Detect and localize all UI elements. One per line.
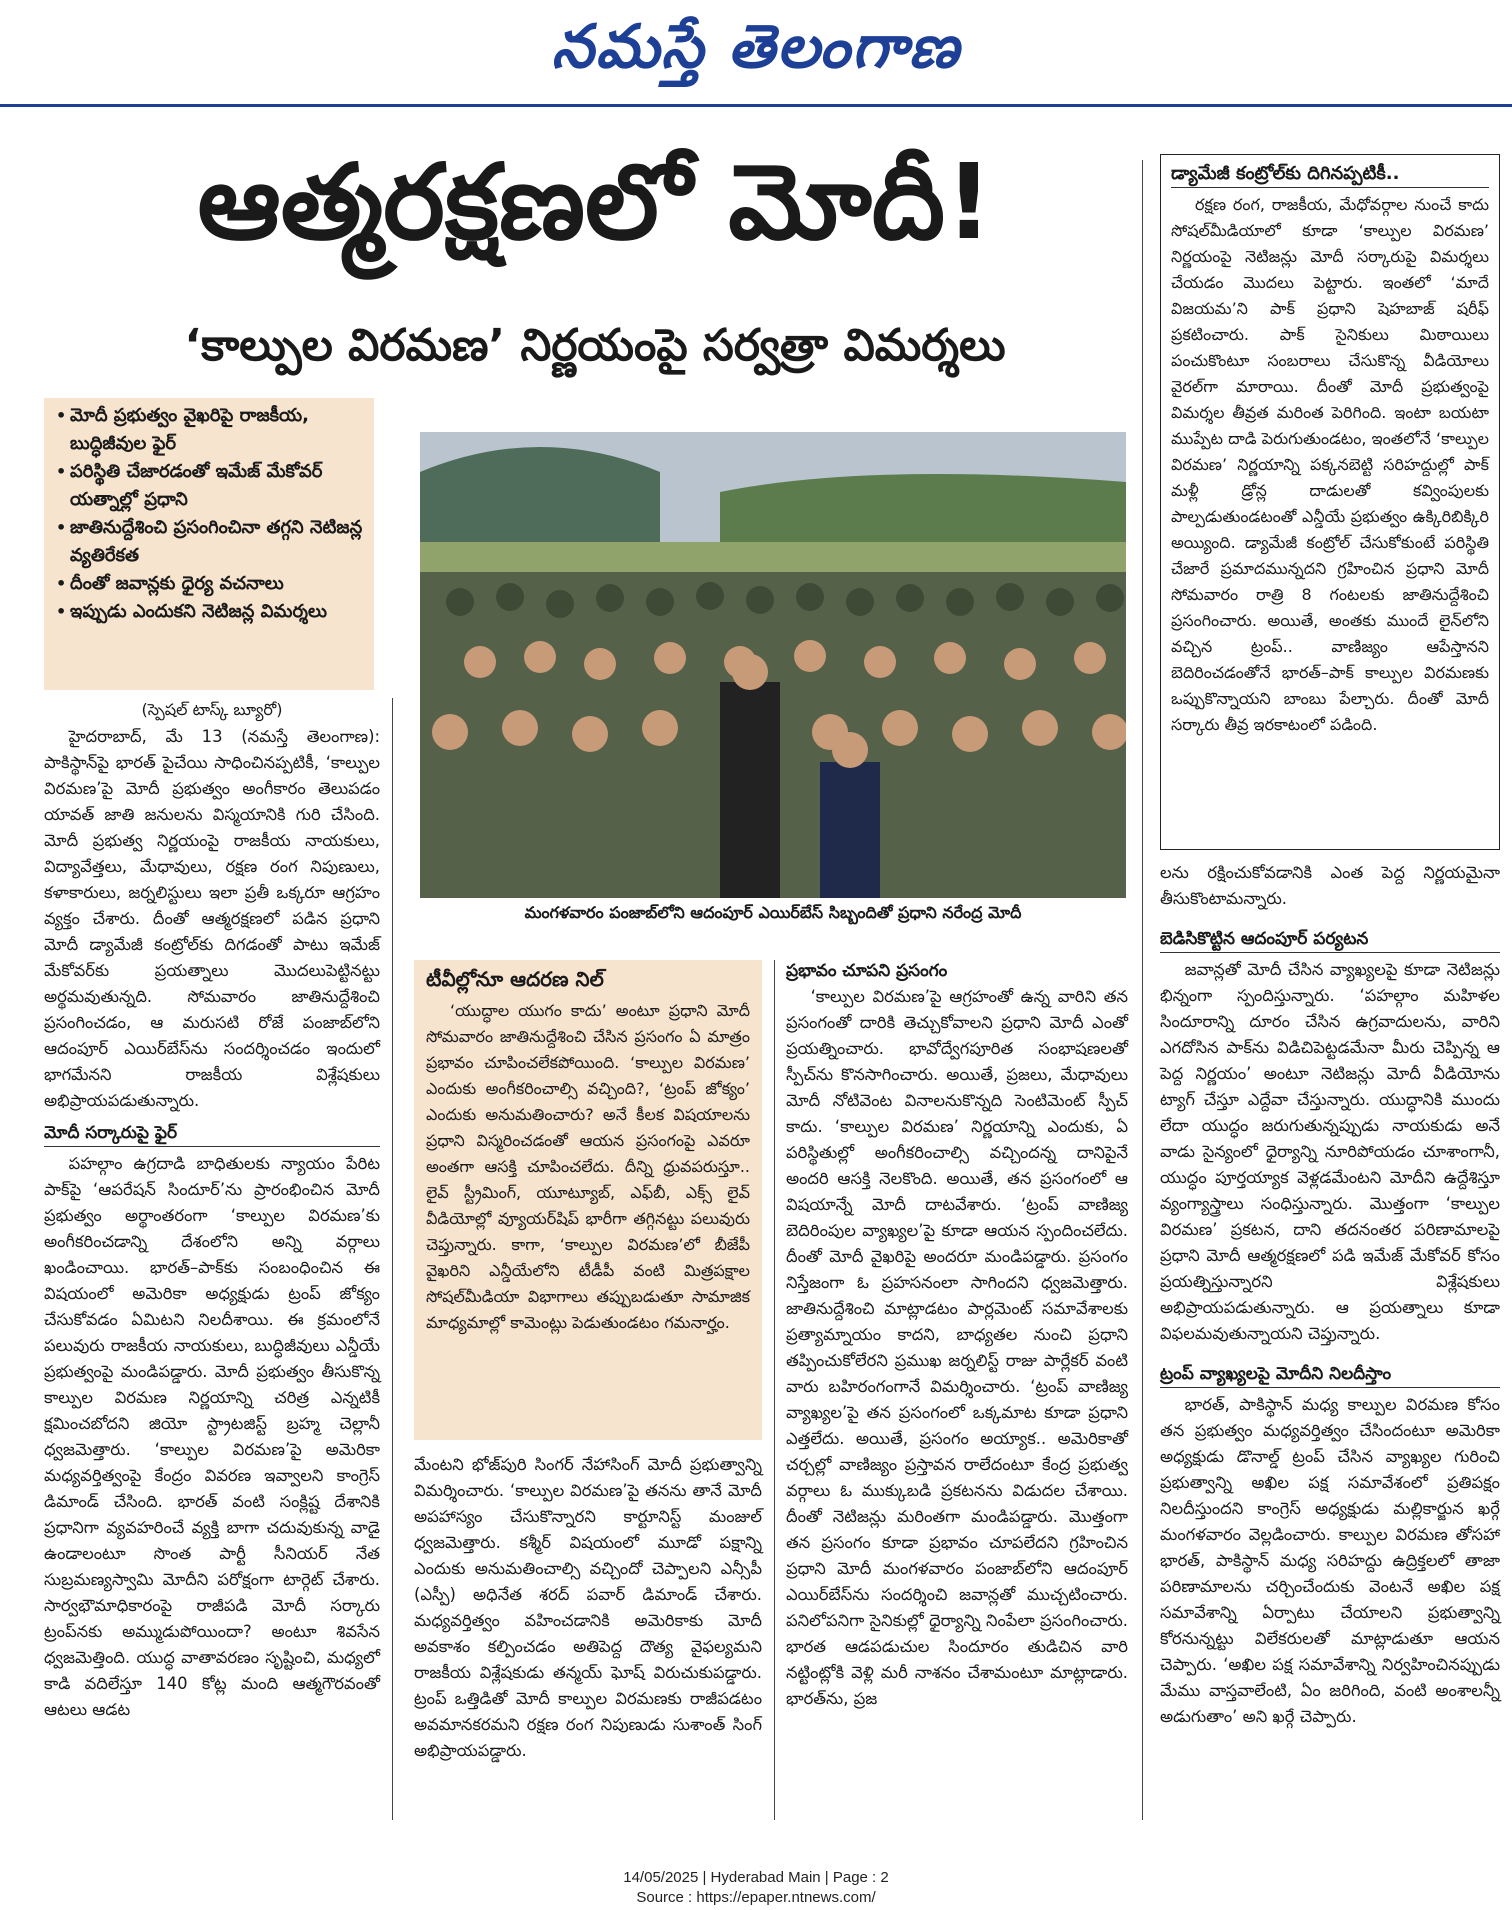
masthead: [0, 0, 1512, 100]
article-paragraph: పహల్గాం ఉగ్రదాడి బాధితులకు న్యాయం పేరిట పాక్‌పై ‘ఆపరేషన్ సిందూర్’ను ప్రారంభించిన మోదీ ప్రభుత్వం అర్థాంతరంగా ‘కాల్పుల విరమణ’కు అంగీకరించడాన్ని దేశంలోని అన్ని వర్గాలు ఖండించాయి. భారత్–పాక్‌కు సంబంధించిన ఈ విషయంలో అమెరికా అధ్యక్షుడు ట్రంప్ జోక్యం చేసుకోవడం ఏమిటని నిలదీశాయి. ఈ క్రమంలోనే పలువురు రాజకీయ నాయకులు, బుద్ధిజీవులు ఎన్డీయే ప్రభుత్వంపై మండిపడ్డారు. మోదీ ప్రభుత్వం తీసుకొన్న కాల్పుల విరమణ నిర్ణయాన్ని చరిత్ర ఎన్నటికీ క్షమించబోదని జియో స్ట్రాటజిస్ట్ బ్రహ్మ చెల్లానీ ధ్వజమెత్తారు. ‘కాల్పుల విరమణ’పై అమెరికా మధ్యవర్తిత్వంపై కేంద్రం వివరణ ఇవ్వాలని కాంగ్రెస్ డిమాండ్ చేసింది. భారత్ వంటి సంక్లిష్ట దేశానికి ప్రధానిగా వ్యవహరించే వ్యక్తి బాగా చదువుకున్న వాడై ఉండాలంటూ సొంత పార్టీ సీనియర్ నేత సుబ్రమణ్యస్వామి మోదీని పరోక్షంగా టార్గెట్ చేశారు. సార్వభౌమాధికారంపై రాజీపడి మోదీ సర్కారు ట్రంప్‌నకు అమ్ముడుపోయిందా? అంటూ శివసేన ధ్వజమెత్తింది. యుద్ధ వాతావరణం సృష్టించి, మధ్యలో కాడి వదిలేస్తూ 140 కోట్ల మంది ఆత్మగౌరవంతో ఆటలు ఆడట: [44, 1154, 380, 1719]
bullet-icon: •: [56, 462, 67, 481]
masthead-rule: [0, 104, 1512, 107]
article-paragraph: హైదరాబాద్, మే 13 (నమస్తే తెలంగాణ): పాకిస్థాన్‌పై భారత్ పైచేయి సాధించినప్పటికీ, ‘కాల్పుల విరమణ’పై మోదీ ప్రభుత్వం అంగీకారం తెలుపడం యావత్ జాతి జనులను విస్మయానికి గురి చేసింది. మోదీ ప్రభుత్వ నిర్ణయంపై రాజకీయ నాయకులు, విద్యావేత్తలు, మేధావులు, రక్షణ రంగ నిపుణులు, కళాకారులు, జర్నలిస్టులు ఇలా ప్రతీ ఒక్కరూ ఆగ్రహం వ్యక్తం చేశారు. దీంతో ఆత్మరక్షణలో పడిన ప్రధాని మోదీ డ్యామేజీ కంట్రోల్‌కు దిగడంతో పాటు ఇమేజ్ మేకోవర్‌కు ప్రయత్నాలు మొదలుపెట్టినట్టు అర్థమవుతున్నది. సోమవారం జాతినుద్దేశించి ప్రసంగించడం, ఆ మరుసటి రోజే పంజాబ్‌లోని ఆదంపూర్ ఎయిర్‌బేస్‌ను సందర్శించడం ఇందులో భాగమేనని రాజకీయ విశ్లేషకులు అభిప్రాయపడుతున్నారు.: [44, 727, 380, 1110]
column-divider: [1142, 160, 1143, 1820]
section-heading: బెడిసికొట్టిన ఆదంపూర్ పర్యటన: [1160, 926, 1500, 953]
highlights-box: [44, 398, 374, 690]
sidebar-box: [1160, 154, 1500, 850]
newspaper-name: నమస్తే తెలంగాణ: [551, 12, 961, 82]
article-column-2: [414, 1452, 762, 1764]
photo-caption: మంగళవారం పంజాబ్‌లోని ఆదంపూర్ ఎయిర్‌బేస్ సిబ్బందితో ప్రధాని నరేంద్ర మోదీ: [524, 903, 1022, 922]
highlight-item: • ఇప్పుడు ఎందుకని నెటిజన్ల విమర్శలు: [44, 598, 374, 626]
section-heading: మోదీ సర్కారుపై ఫైర్: [44, 1120, 380, 1147]
highlight-item: • మోదీ ప్రభుత్వం వైఖరిపై రాజకీయ, బుద్ధిజీవుల ఫైర్: [44, 402, 374, 458]
highlight-item: • జాతినుద్దేశించి ప్రసంగించినా తగ్గని నెటిజన్ల వ్యతిరేకత: [44, 514, 374, 570]
news-photo: [420, 432, 1126, 898]
sidebar-text: రక్షణ రంగ, రాజకీయ, మేధోవర్గాల నుంచే కాదు సోషల్‌మీడియాలో కూడా ‘కాల్పుల విరమణ’ నిర్ణయంపై నెటిజన్లు మోదీ సర్కారుపై విమర్శలు చేయడం మొదలు పెట్టారు. ఇంతలో ‘మాదే విజయమ’ని పాక్ ప్రధాని షెహబాజ్ షరీఫ్ ప్రకటించారు. పాక్ సైనికులు మిఠాయిలు పంచుకొంటూ సంబరాలు చేసుకొన్న వీడియోలు వైరల్‌గా మారాయి. దీంతో మోదీ ప్రభుత్వంపై విమర్శల తీవ్రత మరింత పెరిగింది. ఇంటా బయటా ముప్పేట దాడి పెరుగుతుండటం, ఇంతలోనే ‘కాల్పుల విరమణ’ నిర్ణయాన్ని పక్కనబెట్టి సరిహద్దుల్లో పాక్ మళ్లీ డ్రోన్ల దాడులతో కవ్వింపులకు పాల్పడుతుండటంతో ఎన్డీయే ప్రభుత్వం ఉక్కిరిబిక్కిరి అయ్యింది. డ్యామేజీ కంట్రోల్ చేసుకోకుంటే పరిస్థితి చేజారే ప్రమాదమున్నదని గ్రహించిన ప్రధాని మోదీ సోమవారం రాత్రి 8 గంటలకు జాతినుద్దేశించి ప్రసంగించారు. అయితే, అంతకు ముందే లైన్‌లోని వచ్చిన ట్రంప్.. వాణిజ్యం ఆపేస్తానని బెదిరించడంతోనే భారత్–పాక్ కాల్పుల విరమణకు ఒప్పుకొన్నాయని బాంబు పేల్చారు. దీంతో మోదీ సర్కారు తీవ్ర ఇరకాటంలో పడింది.: [1171, 195, 1489, 734]
edition-info: 14/05/2025 | Hyderabad Main | Page : 2: [623, 1869, 889, 1886]
bullet-icon: •: [56, 602, 67, 621]
article-paragraph: ‘కాల్పుల విరమణ’పై ఆగ్రహంతో ఉన్న వారిని తన ప్రసంగంతో దారికి తెచ్చుకోవాలని ప్రధాని మోదీ ఎంతో ప్రయత్నించారు. భావోద్వేగపూరిత సంభాషణలతో స్పీచ్‌ను కొనసాగించారు. అయితే, ప్రజలు, మేధావులు మోదీ నోటివెంట వినాలనుకొన్నది సెంటిమెంట్ స్పీచ్ కాదు. ‘కాల్పుల విరమణ’ నిర్ణయాన్ని ఎందుకు, ఏ పరిస్థితుల్లో అంగీకరించాల్సి వచ్చిందన్న దానిపైనే అందరి ఆసక్తి నెలకొంది. అయితే, తన ప్రసంగంలో ఆ విషయాన్నే మోదీ దాటవేశారు. ‘ట్రంప్ వాణిజ్య బెదిరింపుల వ్యాఖ్యల’పై కూడా ఆయన స్పందించలేదు. దీంతో మోదీ వైఖరిపై అందరూ మండిపడ్డారు. ప్రసంగం నిస్తేజంగా ఓ ప్రహసనంలా సాగిందని ధ్వజమెత్తారు. జాతినుద్దేశించి మాట్లాడటం పార్లమెంట్ సమావేశాలకు ప్రత్యామ్నాయం కాదని, బాధ్యతల నుంచి ప్రధాని తప్పించుకోలేరని ప్రముఖ జర్నలిస్ట్ రాజు పార్లేకర్ వంటి వారు బహిరంగంగానే విమర్శించారు. ‘ట్రంప్ వాణిజ్య వ్యాఖ్యల’పై తన ప్రసంగంలో ఒక్కమాట కూడా ప్రధాని ఎత్తలేదు. అయితే, ప్రసంగం అయ్యాక.. అమెరికాతో చర్చల్లో వాణిజ్యం ప్రస్తావన రాలేదంటూ కేంద్ర ప్రభుత్వ వర్గాలు ఓ ముక్కుబడి ప్రకటనను విడుదల చేశాయి. దీంతో నెటిజన్లు మరింతగా మండిపడ్డారు. మొత్తంగా తన ప్రసంగం కూడా ప్రభావం చూపలేదని గ్రహించిన ప్రధాని మోదీ మంగళవారం పంజాబ్‌లోని ఆదంపూర్ ఎయిర్‌బేస్‌ను సందర్శించి జవాన్లతో ముచ్చటించారు. పనిలోపనిగా సైనికుల్లో ధైర్యాన్ని నింపేలా ప్రసంగించారు. భారత ఆడపడుచుల సిందూరం తుడిచిన వారి నట్టింట్లోకి వెళ్లి మరీ నాశనం చేశామంటూ మాట్లాడారు. భారత్‌ను, ప్రజ: [786, 987, 1128, 1708]
article-paragraph: భారత్, పాకిస్థాన్ మధ్య కాల్పుల విరమణ కోసం తన ప్రభుత్వం మధ్యవర్తిత్వం చేసిందంటూ అమెరికా అధ్యక్షుడు డొనాల్డ్ ట్రంప్ చేసిన వ్యాఖ్యల గురించి ప్రభుత్వాన్ని అఖిల పక్ష సమావేశంలో ప్రతిపక్షం నిలదీస్తుందని కాంగ్రెస్ అధ్యక్షుడు మల్లికార్జున ఖర్గే మంగళవారం వెల్లడించారు. కాల్పుల విరమణ తోసహా భారత్, పాకిస్థాన్ మధ్య సరిహద్దు ఉద్రిక్తలలో తాజా పరిణామాలను చర్చించేందుకు వెంటనే అఖిల పక్ష సమావేశాన్ని ఏర్పాటు చేయాలని ప్రభుత్వాన్ని కోరనున్నట్టు విలేకరులతో మాట్లాడుతూ ఆయన చెప్పారు. ‘అఖిల పక్ష సమావేశాన్ని నిర్వహించినప్పుడు మేము వాస్తవాలేంటి, ఏం జరిగింది, వంటి అంశాలన్నీ అడుగుతాం’ అని ఖర్గే చెప్పారు.: [1160, 1395, 1500, 1726]
section-heading: ట్రంప్ వ్యాఖ్యలపై మోదీని నిలదీస్తాం: [1160, 1361, 1500, 1388]
tv-viewership-box: [414, 960, 762, 1440]
source-link[interactable]: Source : https://epaper.ntnews.com/: [636, 1889, 876, 1906]
highlight-item: • పరిస్థితి చేజారడంతో ఇమేజ్ మేకోవర్ యత్నాల్లో ప్రధాని: [44, 458, 374, 514]
subheadline: ‘కాల్పుల విరమణ’ నిర్ణయంపై సర్వత్రా విమర్శలు: [184, 320, 1006, 371]
crowd-photo-illustration: [420, 432, 1126, 898]
bullet-icon: •: [56, 406, 67, 425]
bullet-icon: •: [56, 574, 67, 593]
page-footer: [0, 1868, 1512, 1908]
sidebar-title: డ్యామేజీ కంట్రోల్‌కు దిగినప్పటికీ..: [1171, 161, 1489, 188]
article-column-3: [786, 958, 1128, 1712]
section-heading: ప్రభావం చూపని ప్రసంగం: [786, 961, 948, 981]
byline: (స్పెషల్ టాస్క్ బ్యూరో): [141, 700, 283, 719]
article-column-4: [1160, 860, 1500, 1730]
highlight-item: • దీంతో జవాన్లకు ధైర్య వచనాలు: [44, 570, 374, 598]
article-paragraph: లను రక్షించుకోవడానికి ఎంత పెద్ద నిర్ణయమైనా తీసుకొంటామన్నారు.: [1160, 863, 1500, 908]
box-title: టీవీల్లోనూ ఆదరణ నిల్: [426, 967, 604, 991]
column-divider: [774, 960, 775, 1820]
article-paragraph: మేంటని భోజ్‌పురి సింగర్ నేహాసింగ్ మోదీ ప్రభుత్వాన్ని విమర్శించారు. ‘కాల్పుల విరమణ’పై తనను తానే మోదీ అపహాస్యం చేసుకొన్నారని కార్టూనిస్ట్ మంజుల్ ధ్వజమెత్తారు. కశ్మీర్ విషయంలో మూడో పక్షాన్ని ఎందుకు అనుమతించాల్సి వచ్చిందో చెప్పాలని ఎన్సీపీ (ఎస్పీ) అధినేత శరద్ పవార్ డిమాండ్ చేశారు. మధ్యవర్తిత్వం వహించడానికి అమెరికాకు మోదీ అవకాశం కల్పించడం అతిపెద్ద దౌత్య వైఫల్యమని రాజకీయ విశ్లేషకుడు తన్మయ్ ఘోష్ విరుచుకుపడ్డారు. ట్రంప్ ఒత్తిడితో మోదీ కాల్పుల విరమణకు రాజీపడటం అవమానకరమని రక్షణ రంగ నిపుణుడు సుశాంత్ సింగ్ అభిప్రాయపడ్డారు.: [414, 1455, 762, 1760]
article-column-1: [44, 698, 380, 1723]
box-text: ‘యుద్ధాల యుగం కాదు’ అంటూ ప్రధాని మోదీ సోమవారం జాతినుద్దేశించి చేసిన ప్రసంగం ఏ మాత్రం ప్రభావం చూపించలేకపోయింది. ‘కాల్పుల విరమణ’ ఎందుకు అంగీకరించాల్సి వచ్చింది?, ‘ట్రంప్ జోక్యం’ ఎందుకు అనుమతించారు? అనే కీలక విషయాలను ప్రధాని విస్మరించడంతో ఆయన ప్రసంగంపై ఎవరూ అంతగా ఆసక్తి చూపించలేదు. దీన్ని ధ్రువపరుస్తూ.. లైవ్ స్ట్రీమింగ్, యూట్యూబ్, ఎఫ్‌బీ, ఎక్స్ లైవ్ వీడియోల్లో వ్యూయర్‌షిప్ భారీగా తగ్గినట్టు పలువురు చెప్తున్నారు. కాగా, ‘కాల్పుల విరమణ’లో బీజేపీ వైఖరిని ఎన్డీయేలోని టీడీపీ వంటి మిత్రపక్షాల సోషల్‌మీడియా విభాగాలు తప్పుబడుతూ సామాజిక మాధ్యమాల్లో కామెంట్లు పెడుతుండటం గమనార్హం.: [426, 1001, 750, 1332]
bullet-icon: •: [56, 518, 67, 537]
column-divider: [392, 698, 393, 1820]
article-paragraph: జవాన్లతో మోదీ చేసిన వ్యాఖ్యలపై కూడా నెటిజన్లు భిన్నంగా స్పందిస్తున్నారు. ‘పహల్గాం మహిళల సిందూరాన్ని దూరం చేసిన ఉగ్రవాదులను, వారిని ఎగదోసిన పాక్‌ను విడిచిపెట్టడమేనా మీరు చెప్పిన్న ఆ పెద్ద నిర్ణయం’ అంటూ నెటిజన్లు మోదీ వీడియోను ట్యాగ్ చేస్తూ ఎద్దేవా చేస్తున్నారు. యుద్ధానికి ముందు లేదా యుద్ధం జరుగుతున్నప్పుడు నాయకుడు అనే వాడు సైన్యంలో ధైర్యాన్ని నూరిపోయడం చూశాంగానీ, యుద్ధం పూర్తయ్యాక వెళ్లడమేంటని మోదీని ఉద్దేశిస్తూ వ్యంగ్యాస్త్రాలు సంధిస్తున్నారు. మొత్తంగా ‘కాల్పుల విరమణ’ ప్రకటన, దాని తదనంతర పరిణామాలపై ప్రధాని మోదీ ఆత్మరక్షణలో పడి ఇమేజ్ మేకోవర్ కోసం ప్రయత్నిస్తున్నారని విశ్లేషకులు అభిప్రాయపడుతున్నారు. ఆ ప్రయత్నాలు కూడా విఫలమవుతున్నాయని చెప్తున్నారు.: [1160, 960, 1500, 1343]
headline: ఆత్మరక్షణలో మోదీ!: [197, 141, 993, 263]
